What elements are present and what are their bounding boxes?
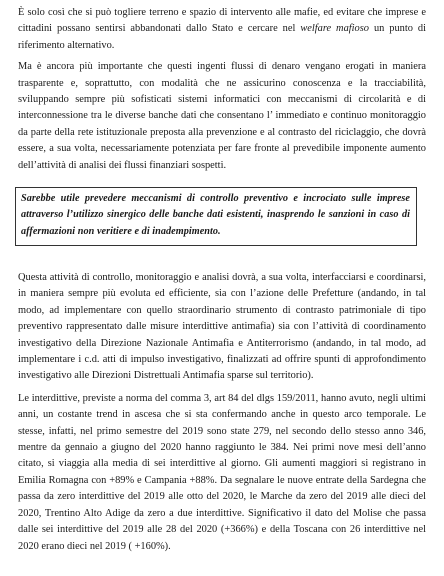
paragraph-interdittive: Le interdittive, previste a norma del comma 3, art 84 del dlgs 159/2011, hanno avuto, negli ultimi anni, un costante trend in ascesa che si sta confermando anche in questo arco temporale. Le stesse, infatti, nel primo semestre del 2019 sono state 279, nel secondo dello stesso anno 346, mentre da gennaio a giugno del 2020 hanno raggiunto le 384. Nei primi nove mesi dell’anno citato, si viaggia alla media di sei interdittive al giorno. Gli aumenti maggiori si registrano in Emilia Romagna con +89% e Campania +88%. Da segnalare le nuove entrate della Sardegna che passa da zero interdittive del 2019 alle otto del 2020, le Marche da zero del 2019 alle dieci del 2020, Trentino Alto Adige da zero a due interdittive. Significativo il dato del Molise che passa dalle sei interdittive del 2019 alle 28 del 2020 (+366%) e della Toscana con 26 interdittive nel 2020 erano dieci nel 2019 ( +160%). xyxy=(18,392,426,552)
paragraph-1-italic-term: welfare mafioso xyxy=(300,23,369,35)
document-upper xyxy=(18,5,426,174)
paragraph-welfare-mafioso xyxy=(18,5,426,54)
callout-text: Sarebbe utile prevedere meccanismi di controllo preventivo e incrociato sulle imprese attraverso l’utilizzo sinergico delle banche dati esistenti, inasprendo le sanzioni in caso di affermazioni non veritiere e di inadempimento. xyxy=(21,193,410,237)
paragraph-1-text-start: È solo così che si può togliere terreno e spazio di intervento alle mafie, ed evitare che imprese e cittadini possano sentirsi abbandonati dallo Stato e cercare nel xyxy=(18,7,426,35)
callout-box xyxy=(15,187,417,246)
paragraph-1-text-end: un punto di riferimento alternativo. xyxy=(18,23,426,51)
paragraph-tracciabilita: Ma è ancora più importante che questi ingenti flussi di denaro vengano erogati in maniera trasparente e, soprattutto, con modalità che ne assicurino conoscenza e la tracciabilità, sviluppando sempre più sofisticati sistemi informatici con meccanismi di circolarità e di interconnessione tra le diverse banche dati che consentano l’ immediato e continuo monitoraggio da parte della rete istituzionale preposta alla prevenzione e al contrasto del riciclaggio, che dovrà essere, a sua volta, necessariamente potenziata per fare fronte al prevedibile imponente aumento dell’attività di analisi dei flussi finanziari sospetti. xyxy=(18,61,426,171)
document-lower xyxy=(18,270,426,555)
paragraph-coordinamento: Questa attività di controllo, monitoraggio e analisi dovrà, a sua volta, interfacciarsi e coordinarsi, in maniera sempre più evoluta ed efficiente, sia con l’azione delle Prefetture (andando, in tal modo, ad implementare con quello straordinario strumento di contrasto patrimoniale di tipo preventivo rappresentato dalle misure interdittive antimafia) sia con l’attività di coordinamento investigativo della Direzione Nazionale Antimafia e Antiterrorismo (andando, in tal modo, ad implementare i c.d. atti di impulso investigativo, finalizzati ad offrire spunti di approfondimento investigativo alle Direzioni Distrettuali Antimafia sparse sul territorio). xyxy=(18,272,426,382)
